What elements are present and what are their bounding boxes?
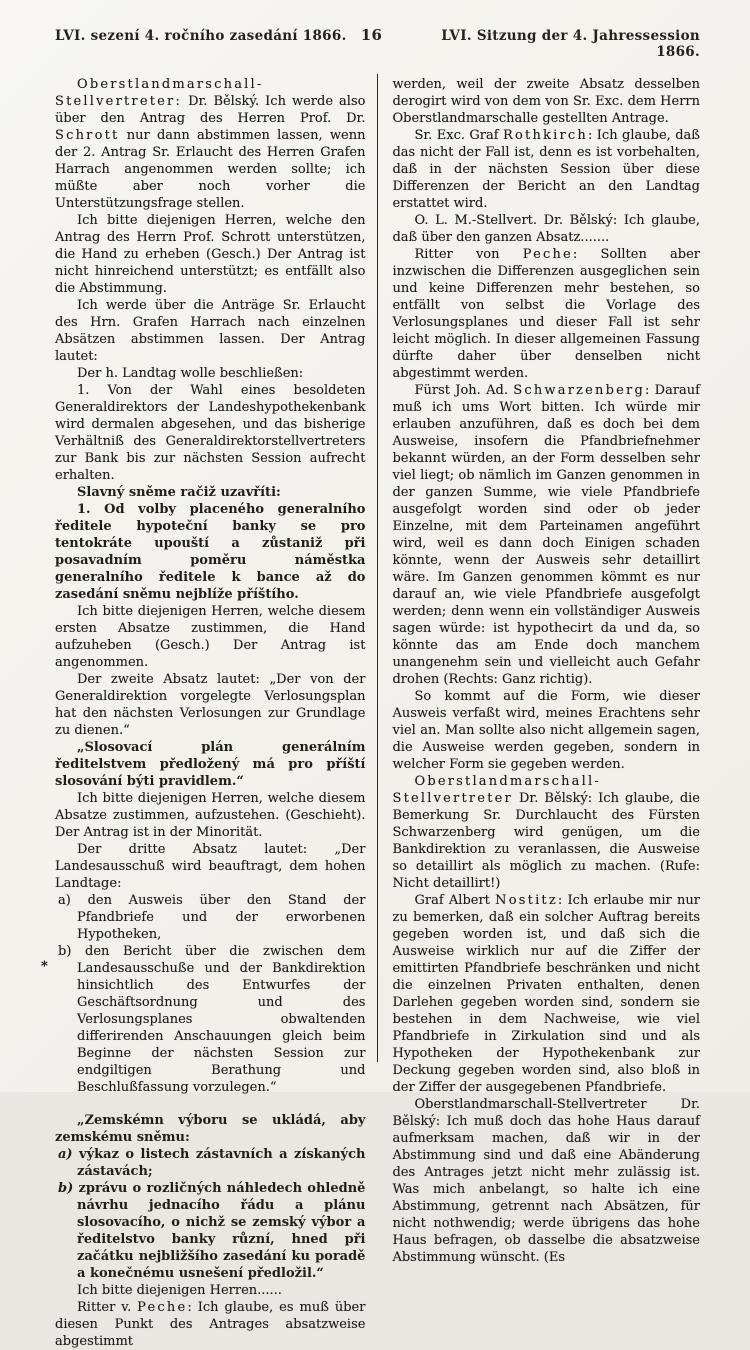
paragraph: „Slosovací plán generálním ředitelstvem předložený má pro příští slosování býti pravidlem.“	[55, 740, 366, 789]
paragraph: 1. Von der Wahl eines besoldeten Generaldirektors der Landeshypothekenbank wird dermalen abgesehen, und das bisherige Verhältniß des Generaldirektorstellvertreters zur Bank bis zur nächsten Session aufrecht erhalten.	[55, 383, 366, 483]
paragraph: werden, weil der zweite Absatz desselben derogirt wird von dem von Sr. Exc. dem Herrn Oberstlandmarschalle gestellten Antrage.	[392, 77, 700, 126]
header-session-german: LVI. Sitzung der 4. Jahressession 1866.	[441, 28, 700, 60]
list-item: b) zprávu o rozličných náhledech ohledně návrhu jednacího řádu a plánu slosovacího, o nichž se zemský výbor a ředitelstvo banky různí, hned při začátku nejbližšího zasedání ku poradě a konečnému usnešení předložil.“	[58, 1181, 366, 1281]
paragraph: Slavný sněme račiž uzavříti:	[77, 485, 281, 500]
paragraph: Graf Albert Nostitz: Ich erlaube mir nur zu bemerken, daß ein solcher Auftrag bereits gegeben worden ist, und daß sich die Ausweise wirklich nur auf die Ziffer der emittirten Pfandbriefe beschränken und nicht die einzelnen Privaten enthalten, denen Darlehen gegeben worden sind, sondern sie bestehen in dem Nachweise, wie viel Pfandbriefe in Zirkulation sind und als Hypotheken der Hypothekenbank zur Deckung gegeben worden sind, also bloß in der Ziffer der ausgegebenen Pfandbriefe.	[392, 893, 700, 1095]
spaced-name: Peche	[137, 1300, 188, 1315]
paragraph: Oberstlandmarschall-Stellvertreter: Dr. Bělský. Ich werde also über den Antrag des Herren Prof. Dr. Schrott nur dann abstimmen lassen, wenn der 2. Antrag Sr. Erlaucht des Herren Grafen Harrach angenommen werden sollte; ich müßte aber noch vorher die Unterstützungsfrage stellen.	[55, 77, 366, 211]
paragraph: Ich bitte diejenigen Herren, welche diesem Absatze zustimmen, aufzustehen. (Geschieht). Der Antrag ist in der Minorität.	[55, 791, 366, 840]
page-number: 16	[360, 26, 383, 44]
paragraph: Der zweite Absatz lautet: „Der von der Generaldirektion vorgelegte Verlosungsplan hat den nächsten Verlosungen zur Grundlage zu dienen.“	[55, 672, 366, 738]
paragraph: Ich bitte diejenigen Herren, welche den Antrag des Herrn Prof. Schrott unterstützen, die Hand zu erheben (Gesch.) Der Antrag ist nicht hinreichend unterstützt; es entfällt also die Abstimmung.	[55, 213, 366, 296]
spaced-name: Schrott	[55, 128, 120, 143]
paragraph: Ich bitte diejenigen Herren......	[77, 1283, 282, 1298]
column-divider-rule	[377, 74, 378, 1062]
spaced-name: Schwarzenberg	[513, 383, 645, 398]
spaced-name: Nostitz	[495, 893, 558, 908]
page-header	[55, 26, 700, 60]
paragraph: Oberstlandmarschall-Stellvertreter Dr. Bělský: Ich muß doch das hohe Haus darauf aufmerksam machen, daß wir in der Abstimmung sind und daß eine Abänderung des Antrages jetzt nicht mehr zulässig ist. Was mich anbelangt, so halte ich eine Abstimmung, getrennt nach Absätzen, für nicht nothwendig; werde übrigens das hohe Haus befragen, ob dasselbe die absatzweise Abstimmung wünscht. (Es	[392, 1097, 700, 1265]
list-item: a) výkaz o listech zástavních a získaných zástavách;	[58, 1147, 366, 1179]
paragraph: So kommt auf die Form, wie dieser Ausweis verfaßt wird, meines Erachtens sehr viel an. Man sollte also nicht allgemein sagen, die Ausweise werden gegeben, sondern in welcher Form sie gegeben werden.	[392, 689, 700, 772]
list-item: * b) den Bericht über die zwischen dem Landesausschuße und der Bankdirektion hinsichtlich des Entwurfes der Geschäftsordnung und des Verlosungsplanes obwaltenden differirenden Anschauungen gleich beim Beginne der nächsten Session zur endgiltigen Berathung und Beschlußfassung vorzulegen.“	[41, 944, 366, 1095]
left-text-column	[41, 76, 366, 1350]
paragraph: Fürst Joh. Ad. Schwarzenberg: Darauf muß ich ums Wort bitten. Ich würde mir erlauben anzuführen, daß es doch bei dem Ausweise, insofern die Pfandbriefnehmer bekannt würden, an der Form desselben sehr viel liegt; ob nämlich im Ganzen genommen in der ganzen Summe, wie viele Pfandbriefe ausgefolgt worden sind oder ob jeder Einzelne, mit dem Parteinamen angeführt wird, weil es dann doch Einigen schaden könnte, wenn der Ausweis sehr detaillirt wäre. Im Ganzen genommen kömmt es nur darauf an, wie viele Pfandbriefe ausgefolgt werden; denn wenn ein vollständiger Ausweis sagen würde: ist hypothecirt da und da, so könnte das am Ende doch manchem unangenehm sein und vielleicht auch Gefahr drohen (Rechts: Ganz richtig).	[392, 383, 700, 687]
paragraph: Ritter v. Peche: Ich glaube, es muß über diesen Punkt des Antrages absatzweise abgestimmt	[55, 1300, 366, 1349]
spaced-name: Oberstlandmarschall-Stellvertreter	[392, 774, 601, 806]
right-text-column	[392, 76, 700, 1350]
paragraph: Ritter von Peche: Sollten aber inzwischen die Differenzen ausgeglichen sein und keine Differenzen mehr bestehen, so entfällt von selbst die Vorlage des Verlosungsplanes und dieser Fall ist sehr leicht möglich. In dieser allgemeinen Fassung dürfte daher über denselben nicht abgestimmt werden.	[392, 247, 700, 381]
paragraph: „Zemskémn výboru se ukládá, aby zemskému sněmu:	[55, 1113, 366, 1145]
header-session-czech: LVI. sezení 4. ročního zasedání 1866.	[55, 28, 347, 44]
text-columns	[41, 76, 700, 1350]
paragraph: Sr. Exc. Graf Rothkirch: Ich glaube, daß das nicht der Fall ist, denn es ist vorbehalten, daß in der nächsten Session über diese Differenzen der Bericht an den Landtag erstattet wird.	[392, 128, 700, 211]
spaced-name: Rothkirch	[503, 128, 588, 143]
spaced-name: Oberstlandmarschall-Stellvertreter:	[55, 77, 264, 109]
paragraph: 1. Od volby placeného generalního ředitele hypoteční banky se pro tentokráte upouští a zůstaniž při posavadním poměru náměstka generalního ředitele k bance až do zasedání sněmu nejblíže příštího.	[55, 502, 366, 602]
paragraph: Der dritte Absatz lautet: „Der Landesausschuß wird beauftragt, dem hohen Landtage:	[55, 842, 366, 891]
list-marker: b)	[58, 1181, 74, 1196]
list-marker: b)	[58, 944, 72, 959]
paragraph: Oberstlandmarschall-Stellvertreter Dr. Bělský: Ich glaube, die Bemerkung Sr. Durchlaucht des Fürsten Schwarzenberg wird genügen, um die Bankdirektion zu veranlassen, die Ausweise so detaillirt als möglich zu machen. (Rufe: Nicht detaillirt!)	[392, 774, 700, 891]
paragraph: Ich werde über die Anträge Sr. Erlaucht des Hrn. Grafen Harrach nach einzelnen Absätzen abstimmen lassen. Der Antrag lautet:	[55, 298, 366, 364]
margin-asterisk: *	[41, 959, 48, 974]
list-marker: a)	[58, 1147, 73, 1162]
spaced-name: Peche	[522, 247, 573, 262]
paragraph: Der h. Landtag wolle beschließen:	[77, 366, 304, 381]
paragraph: Ich bitte diejenigen Herren, welche diesem ersten Absatze zustimmen, die Hand aufzuheben (Gesch.) Der Antrag ist angenommen.	[55, 604, 366, 670]
paragraph: O. L. M.-Stellvert. Dr. Bělský: Ich glaube, daß über den ganzen Absatz.......	[392, 213, 700, 245]
list-marker: a)	[58, 893, 71, 908]
list-item: a) den Ausweis über den Stand der Pfandbriefe und der erworbenen Hypotheken,	[58, 893, 366, 942]
